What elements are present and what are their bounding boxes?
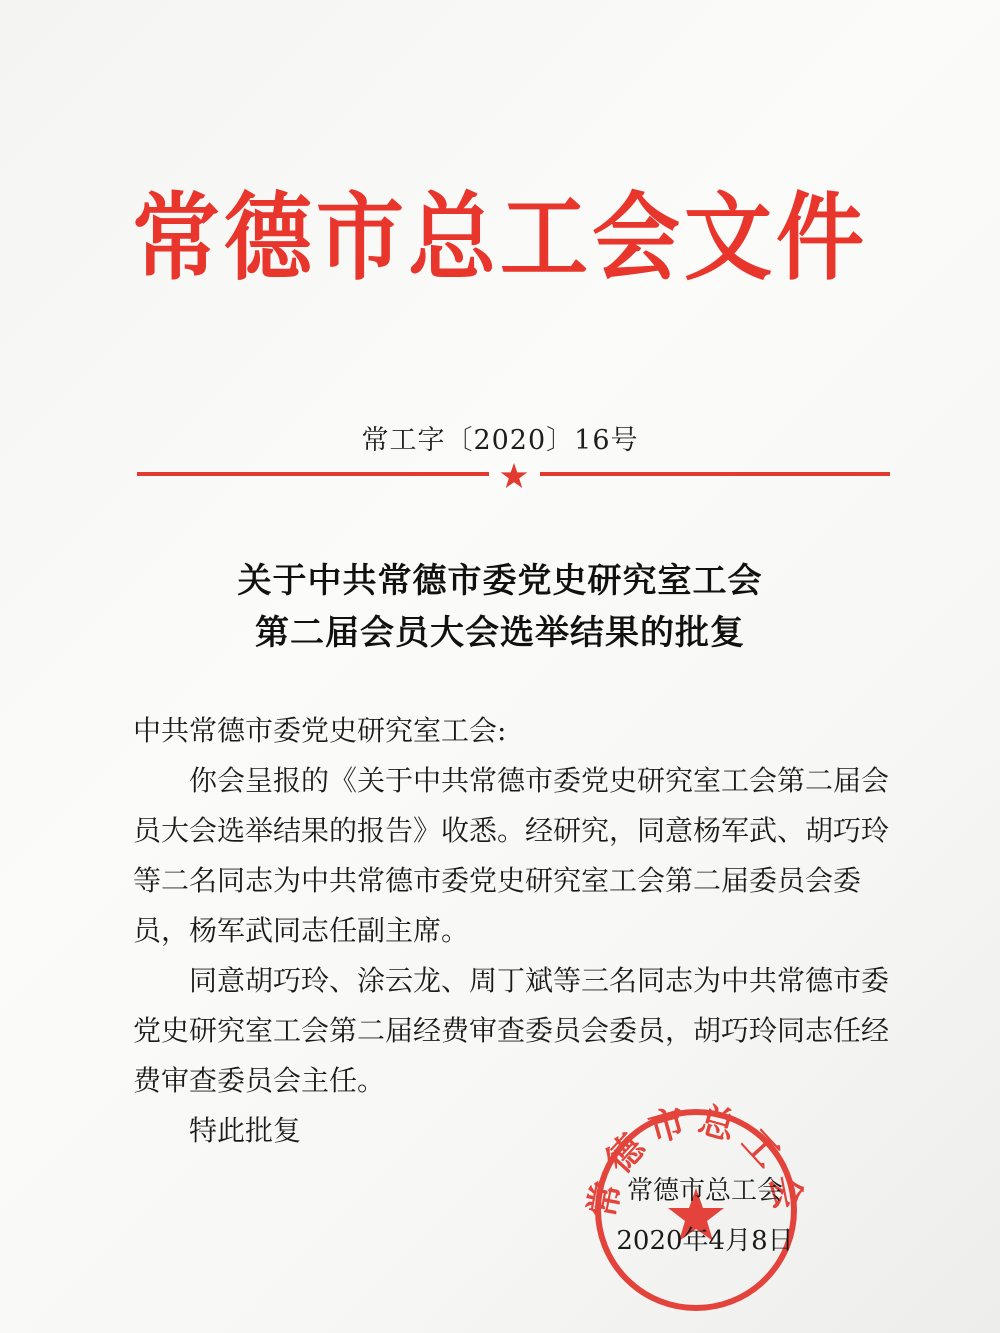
closing-line: 特此批复 (189, 1114, 302, 1147)
red-rule-right (540, 472, 890, 476)
document-body (133, 706, 913, 1156)
paragraph-2: 同意胡巧玲、涂云龙、周丁斌等三名同志为中共常德市委党史研究室工会第二届经费审查委员会委员，胡巧玲同志任经费审查委员会主任。 (133, 964, 890, 1097)
signature-organization: 常德市总工会 (626, 1176, 783, 1206)
signature-block (585, 1166, 825, 1266)
document-title (0, 555, 1000, 659)
document-number: 常工字〔2020〕16号 (361, 425, 639, 456)
paragraph-1: 你会呈报的《关于中共常德市委党史研究室工会第二届会员大会选举结果的报告》收悉。经研究，同意杨军武、胡巧玲等二名同志为中共常德市委党史研究室工会第二届委员会委员，杨军武同志任副主席。 (133, 764, 890, 947)
title-line-2: 第二届会员大会选举结果的批复 (255, 613, 745, 653)
svg-text:常德市总工会: 常德市总工会 (580, 1098, 812, 1222)
salutation: 中共常德市委党史研究室工会: (133, 714, 507, 747)
signature-date: 2020年4月8日 (616, 1226, 794, 1256)
red-rule-left (137, 472, 489, 476)
star-icon (500, 462, 528, 490)
title-line-1: 关于中共常德市委党史研究室工会 (237, 561, 763, 601)
masthead-title: 常德市总工会文件 (131, 181, 868, 294)
